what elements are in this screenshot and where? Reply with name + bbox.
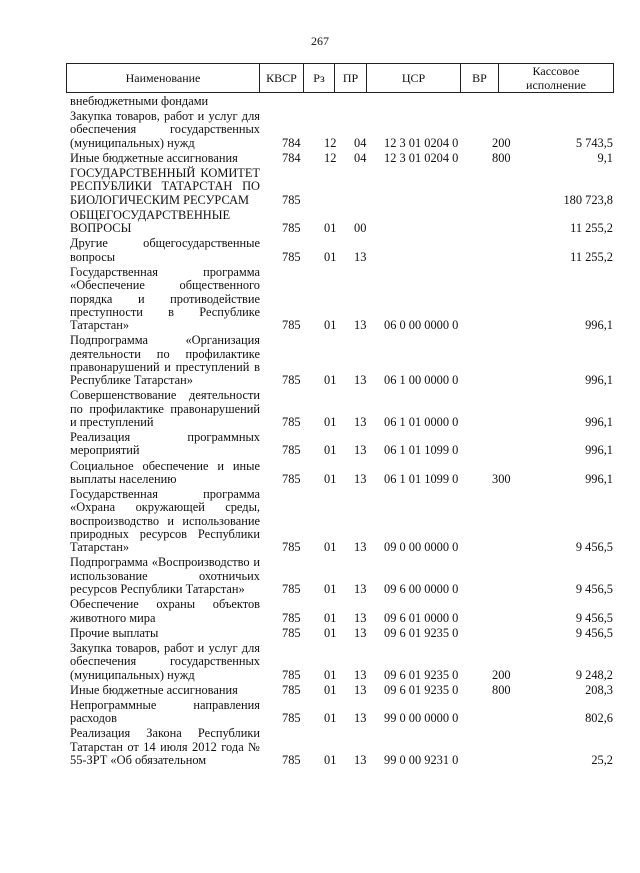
header-rz: Рз bbox=[304, 64, 335, 92]
row-kvsr: 785 bbox=[282, 752, 301, 767]
row-pr: 13 bbox=[354, 540, 367, 555]
row-exec: 9 456,5 bbox=[575, 610, 613, 625]
table-body bbox=[70, 95, 615, 769]
row-pr: 13 bbox=[354, 625, 367, 640]
table-row bbox=[70, 684, 615, 697]
row-pr: 13 bbox=[354, 667, 367, 682]
row-name: Обеспечение охраны объектов животного мира bbox=[70, 597, 260, 625]
row-exec: 996,1 bbox=[585, 373, 613, 388]
header-vr: ВР bbox=[461, 64, 499, 92]
row-rz: 12 bbox=[324, 135, 337, 150]
row-exec: 11 255,2 bbox=[570, 249, 613, 264]
page-number: 267 bbox=[311, 34, 329, 48]
table-row bbox=[70, 389, 615, 429]
row-rz: 01 bbox=[324, 318, 337, 333]
row-csr: 06 1 01 1099 0 bbox=[384, 443, 459, 458]
row-exec: 180 723,8 bbox=[563, 192, 613, 207]
row-csr: 06 1 01 1099 0 bbox=[384, 471, 459, 486]
row-kvsr: 785 bbox=[282, 249, 301, 264]
row-rz: 01 bbox=[324, 249, 337, 264]
row-rz: 01 bbox=[324, 711, 337, 726]
row-pr: 13 bbox=[354, 414, 367, 429]
row-pr: 13 bbox=[354, 752, 367, 767]
row-vr: 800 bbox=[492, 682, 511, 697]
header-csr: ЦСР bbox=[367, 64, 461, 92]
table-row bbox=[70, 642, 615, 682]
row-pr: 13 bbox=[354, 682, 367, 697]
row-kvsr: 785 bbox=[282, 582, 301, 597]
table-row bbox=[70, 627, 615, 640]
row-exec: 996,1 bbox=[585, 443, 613, 458]
row-exec: 9 456,5 bbox=[575, 582, 613, 597]
row-name: Иные бюджетные ассигнования bbox=[70, 682, 238, 697]
row-kvsr: 785 bbox=[282, 667, 301, 682]
row-exec: 11 255,2 bbox=[570, 221, 613, 236]
row-exec: 996,1 bbox=[585, 318, 613, 333]
row-kvsr: 785 bbox=[282, 318, 301, 333]
row-csr: 99 0 00 9231 0 bbox=[384, 752, 459, 767]
row-name: Иные бюджетные ассигнования bbox=[70, 150, 238, 165]
row-pr: 13 bbox=[354, 582, 367, 597]
row-csr: 06 1 01 0000 0 bbox=[384, 414, 459, 429]
table-header bbox=[66, 63, 614, 93]
row-name: Государственная программа «Охрана окружающей среды, воспроизводство и использование природных ресурсов Республики Татарстан» bbox=[70, 487, 260, 555]
row-kvsr: 785 bbox=[282, 540, 301, 555]
table-row bbox=[70, 95, 615, 108]
row-rz: 01 bbox=[324, 667, 337, 682]
row-name: внебюджетными фондами bbox=[70, 94, 209, 108]
row-kvsr: 785 bbox=[282, 443, 301, 458]
row-csr: 09 6 00 0000 0 bbox=[384, 582, 459, 597]
table-row bbox=[70, 699, 615, 726]
row-pr: 13 bbox=[354, 373, 367, 388]
row-rz: 01 bbox=[324, 373, 337, 388]
row-csr: 12 3 01 0204 0 bbox=[384, 135, 459, 150]
header-exec: Кассовое исполнение bbox=[526, 64, 586, 92]
row-csr: 06 1 00 0000 0 bbox=[384, 373, 459, 388]
row-rz: 01 bbox=[324, 582, 337, 597]
row-pr: 04 bbox=[354, 150, 367, 165]
row-rz: 01 bbox=[324, 414, 337, 429]
row-csr: 06 0 00 0000 0 bbox=[384, 318, 459, 333]
row-exec: 9 456,5 bbox=[575, 540, 613, 555]
table-row bbox=[70, 167, 615, 207]
row-kvsr: 784 bbox=[282, 150, 301, 165]
row-csr: 09 6 01 9235 0 bbox=[384, 667, 459, 682]
row-pr: 13 bbox=[354, 249, 367, 264]
row-kvsr: 785 bbox=[282, 610, 301, 625]
row-csr: 09 6 01 0000 0 bbox=[384, 610, 459, 625]
table-row bbox=[70, 266, 615, 332]
row-name: Закупка товаров, работ и услуг для обеспечения государственных (муниципальных) нужд bbox=[70, 109, 260, 150]
table-row bbox=[70, 488, 615, 554]
row-name: Реализация программных мероприятий bbox=[70, 430, 260, 458]
row-rz: 01 bbox=[324, 443, 337, 458]
row-name: Реализация Закона Республики Татарстан от 14 июля 2012 года № 55-ЗРТ «Об обязательном bbox=[70, 726, 260, 767]
row-name: Государственная программа «Обеспечение общественного порядка и противодействие преступности в Республике Татарстан» bbox=[70, 264, 260, 333]
row-csr: 12 3 01 0204 0 bbox=[384, 150, 459, 165]
row-kvsr: 785 bbox=[282, 682, 301, 697]
row-exec: 9,1 bbox=[597, 150, 613, 165]
row-name: Прочие выплаты bbox=[70, 625, 159, 640]
row-exec: 9 456,5 bbox=[575, 625, 613, 640]
row-pr: 13 bbox=[354, 610, 367, 625]
row-exec: 802,6 bbox=[585, 711, 613, 726]
table-row bbox=[70, 209, 615, 236]
row-vr: 200 bbox=[492, 667, 511, 682]
table-row bbox=[70, 598, 615, 625]
header-name: Наименование bbox=[67, 64, 260, 92]
row-exec: 996,1 bbox=[585, 471, 613, 486]
row-exec: 208,3 bbox=[585, 682, 613, 697]
row-exec: 5 743,5 bbox=[575, 135, 613, 150]
row-rz: 01 bbox=[324, 625, 337, 640]
row-pr: 04 bbox=[354, 135, 367, 150]
row-rz: 01 bbox=[324, 610, 337, 625]
row-exec: 996,1 bbox=[585, 414, 613, 429]
row-rz: 01 bbox=[324, 540, 337, 555]
table-row bbox=[70, 556, 615, 596]
row-csr: 99 0 00 0000 0 bbox=[384, 711, 459, 726]
row-name: Подпрограмма «Организация деятельности по профилактике правонарушений и преступлений в Республике Татарстан» bbox=[70, 333, 260, 388]
table-row bbox=[70, 727, 615, 767]
row-name: Социальное обеспечение и иные выплаты населению bbox=[70, 458, 260, 486]
row-vr: 300 bbox=[492, 471, 511, 486]
row-name: Совершенствование деятельности по профилактике правонарушений и преступлений bbox=[70, 388, 260, 429]
header-pr: ПР bbox=[335, 64, 367, 92]
row-rz: 01 bbox=[324, 752, 337, 767]
row-kvsr: 785 bbox=[282, 373, 301, 388]
row-vr: 200 bbox=[492, 135, 511, 150]
row-name: Другие общегосударственные вопросы bbox=[70, 236, 260, 264]
row-kvsr: 784 bbox=[282, 135, 301, 150]
table-row bbox=[70, 237, 615, 264]
row-vr: 800 bbox=[492, 150, 511, 165]
table-row bbox=[70, 460, 615, 487]
row-kvsr: 785 bbox=[282, 192, 301, 207]
row-name: ГОСУДАРСТВЕННЫЙ КОМИТЕТ РЕСПУБЛИКИ ТАТАРСТАН ПО БИОЛОГИЧЕСКИМ РЕСУРСАМ bbox=[70, 166, 260, 207]
table-row bbox=[70, 431, 615, 458]
row-kvsr: 785 bbox=[282, 625, 301, 640]
row-kvsr: 785 bbox=[282, 414, 301, 429]
row-csr: 09 0 00 0000 0 bbox=[384, 540, 459, 555]
table-row bbox=[70, 110, 615, 150]
row-csr: 09 6 01 9235 0 bbox=[384, 625, 459, 640]
row-name: Закупка товаров, работ и услуг для обеспечения государственных (муниципальных) нужд bbox=[70, 640, 260, 682]
row-pr: 13 bbox=[354, 711, 367, 726]
row-rz: 12 bbox=[324, 150, 337, 165]
table-row bbox=[70, 152, 615, 165]
table-row bbox=[70, 334, 615, 387]
row-pr: 13 bbox=[354, 443, 367, 458]
row-kvsr: 785 bbox=[282, 711, 301, 726]
row-name: Непрограммные направления расходов bbox=[70, 697, 260, 726]
row-rz: 01 bbox=[324, 682, 337, 697]
row-kvsr: 785 bbox=[282, 471, 301, 486]
row-name: ОБЩЕГОСУДАРСТВЕННЫЕ ВОПРОСЫ bbox=[70, 207, 231, 236]
row-rz: 01 bbox=[324, 471, 337, 486]
row-kvsr: 785 bbox=[282, 221, 301, 236]
row-rz: 01 bbox=[324, 221, 337, 236]
row-pr: 00 bbox=[354, 221, 367, 236]
row-csr: 09 6 01 9235 0 bbox=[384, 682, 459, 697]
row-exec: 25,2 bbox=[591, 752, 613, 767]
row-pr: 13 bbox=[354, 471, 367, 486]
row-pr: 13 bbox=[354, 318, 367, 333]
row-name: Подпрограмма «Воспроизводство и использование охотничьих ресурсов Республики Татарстан» bbox=[70, 555, 260, 597]
row-exec: 9 248,2 bbox=[575, 667, 613, 682]
header-kvsr: КВСР bbox=[260, 64, 304, 92]
